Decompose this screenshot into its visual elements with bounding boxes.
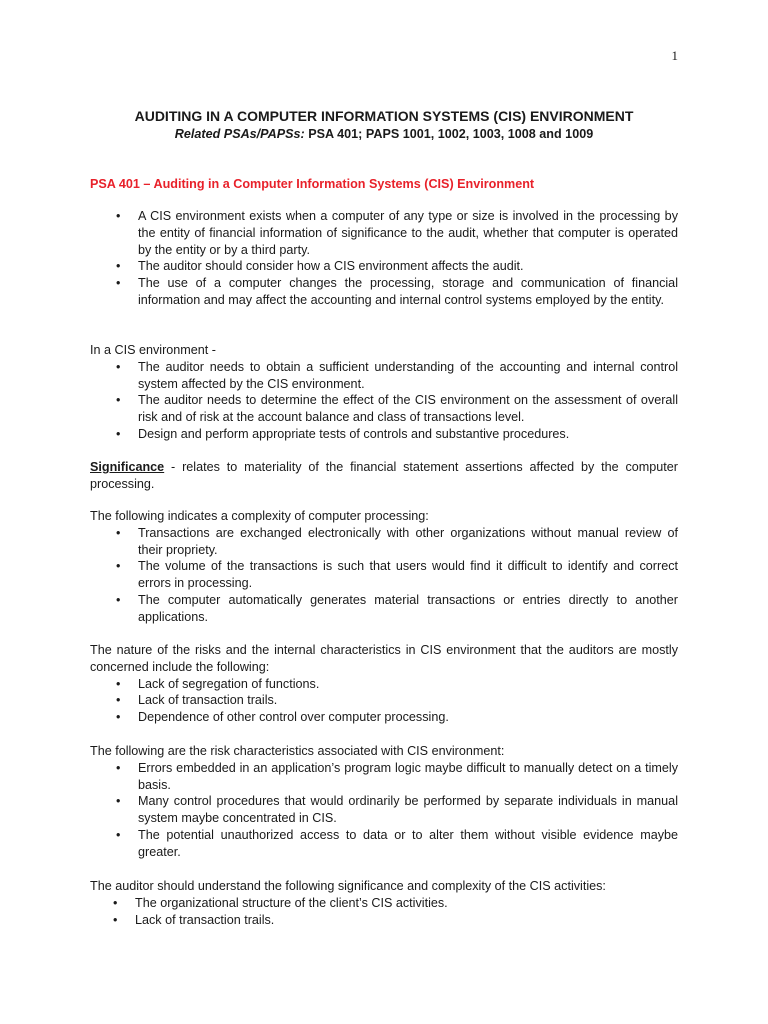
list-item-text: The auditor should consider how a CIS environment affects the audit. bbox=[138, 259, 524, 274]
list-item-text: Design and perform appropriate tests of controls and substantive procedures. bbox=[138, 426, 570, 441]
list-item bbox=[90, 392, 678, 426]
list-item-text: Many control procedures that would ordinarily be performed by separate individuals in manual system maybe concentrated in CIS. bbox=[138, 794, 678, 826]
list-item-text: The potential unauthorized access to data or to alter them without visible evidence maybe greater. bbox=[138, 827, 678, 859]
bullet-icon: • bbox=[116, 827, 121, 842]
paragraph-lead: The following are the risk characteristics associated with CIS environment: bbox=[90, 744, 505, 758]
subtitle-label: Related PSAs/PAPSs: bbox=[174, 127, 305, 141]
intro-bullet-list bbox=[90, 208, 678, 309]
significance-text: - relates to materiality of the financial statement assertions affected by the computer processing. bbox=[90, 460, 678, 491]
list-item bbox=[90, 258, 678, 275]
bullet-icon: • bbox=[116, 760, 121, 775]
list-item-text: Lack of transaction trails. bbox=[135, 912, 275, 927]
list-item-text: The organizational structure of the client’s CIS activities. bbox=[135, 895, 448, 910]
bullet-icon: • bbox=[116, 693, 121, 708]
paragraph-lead: The nature of the risks and the internal characteristics in CIS environment that the auditors are mostly concerned include the following: bbox=[90, 643, 678, 674]
complexity-bullet-list bbox=[90, 525, 678, 626]
list-item-text: The volume of the transactions is such that users would find it difficult to identify and correct errors in processing. bbox=[138, 559, 678, 591]
bullet-icon: • bbox=[116, 676, 121, 691]
section-heading: PSA 401 – Auditing in a Computer Information Systems (CIS) Environment bbox=[90, 177, 535, 191]
cis-environment-section bbox=[90, 342, 678, 443]
bullet-icon: • bbox=[113, 912, 118, 927]
significance-term: Significance bbox=[90, 460, 165, 474]
list-item bbox=[90, 592, 678, 626]
list-item-text: The auditor needs to determine the effect of the CIS environment on the assessment of overall risk and of risk at the account balance and class of transactions level. bbox=[138, 393, 678, 425]
significance-section bbox=[90, 459, 678, 493]
document-title: AUDITING IN A COMPUTER INFORMATION SYSTEMS (CIS) ENVIRONMENT bbox=[134, 108, 634, 124]
list-item bbox=[90, 359, 678, 393]
list-item-text: Dependence of other control over computer processing. bbox=[138, 710, 449, 725]
list-item bbox=[90, 827, 678, 861]
nature-bullet-list bbox=[90, 676, 678, 726]
bullet-icon: • bbox=[113, 895, 118, 910]
list-item bbox=[90, 558, 678, 592]
bullet-icon: • bbox=[116, 393, 121, 408]
bullet-icon: • bbox=[116, 525, 121, 540]
list-item bbox=[90, 275, 678, 309]
list-item bbox=[90, 692, 678, 709]
bullet-icon: • bbox=[116, 426, 121, 441]
significance-paragraph bbox=[90, 459, 678, 493]
subtitle-text: PSA 401; PAPS 1001, 1002, 1003, 1008 and 1009 bbox=[304, 127, 594, 141]
list-item bbox=[90, 793, 678, 827]
complexity-section bbox=[90, 508, 678, 626]
understand-section bbox=[90, 878, 678, 928]
intro-section bbox=[90, 208, 678, 309]
risk-section bbox=[90, 743, 678, 861]
list-item-text: Transactions are exchanged electronically with other organizations without manual review of their propriety. bbox=[138, 525, 678, 557]
list-item bbox=[90, 709, 678, 726]
bullet-icon: • bbox=[116, 794, 121, 809]
bullet-icon: • bbox=[116, 276, 121, 291]
list-item-text: Errors embedded in an application’s program logic maybe difficult to manually detect on a timely basis. bbox=[138, 760, 678, 792]
paragraph-lead: The following indicates a complexity of computer processing: bbox=[90, 509, 429, 523]
bullet-icon: • bbox=[116, 209, 121, 223]
list-item-text: Lack of segregation of functions. bbox=[138, 676, 320, 691]
list-item bbox=[90, 912, 678, 929]
list-item bbox=[90, 676, 678, 693]
document-subtitle bbox=[0, 126, 768, 142]
list-item-text: The use of a computer changes the processing, storage and communication of financial information and may affect the accounting and internal control systems employed by the entity. bbox=[138, 276, 678, 307]
list-item bbox=[90, 525, 678, 559]
list-item bbox=[90, 760, 678, 794]
list-item bbox=[90, 895, 678, 912]
list-item bbox=[90, 208, 678, 258]
nature-section bbox=[90, 642, 678, 726]
cis-bullet-list bbox=[90, 359, 678, 443]
paragraph-lead: In a CIS environment - bbox=[90, 343, 216, 357]
bullet-icon: • bbox=[116, 559, 121, 574]
bullet-icon: • bbox=[116, 592, 121, 607]
list-item-text: The computer automatically generates material transactions or entries directly to another applications. bbox=[138, 592, 678, 624]
list-item-text: Lack of transaction trails. bbox=[138, 693, 278, 708]
list-item bbox=[90, 426, 678, 443]
bullet-icon: • bbox=[116, 259, 121, 274]
list-item-text: A CIS environment exists when a computer of any type or size is involved in the processing by the entity of financial information of significance to the audit, whether that computer is operated by the entity or by a third party. bbox=[138, 209, 678, 257]
bullet-icon: • bbox=[116, 710, 121, 725]
page-number: 1 bbox=[671, 48, 678, 63]
understand-bullet-list bbox=[90, 895, 678, 929]
paragraph-lead: The auditor should understand the following significance and complexity of the CIS activities: bbox=[90, 879, 606, 893]
list-item-text: The auditor needs to obtain a sufficient understanding of the accounting and internal control system affected by the CIS environment. bbox=[138, 359, 678, 391]
risk-bullet-list bbox=[90, 760, 678, 861]
bullet-icon: • bbox=[116, 359, 121, 374]
